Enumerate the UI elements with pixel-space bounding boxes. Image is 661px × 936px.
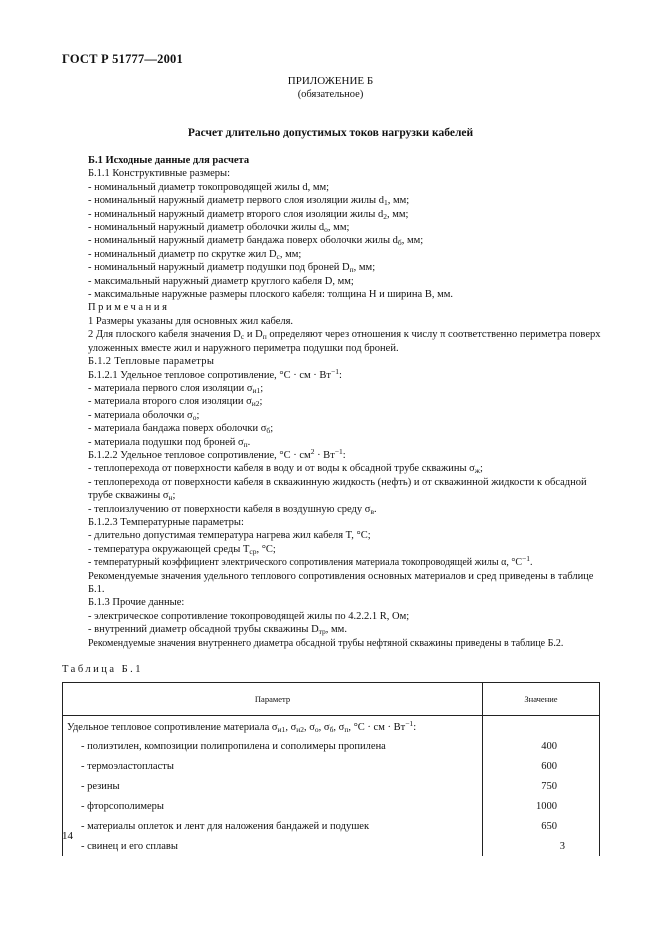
section-b12-heading: Б.1.2 Тепловые параметры — [88, 356, 215, 368]
table-row — [63, 756, 600, 776]
list-item: - электрическое сопротивление токопроводящей жилы по 4.2.2.1 R, Ом; — [88, 610, 410, 622]
list-item: - внутренний диаметр обсадной трубы скважины $D_{тр}$, мм. — [88, 624, 347, 637]
group-label: Удельное тепловое сопротивление материала $\sigma_{и1}$, $\sigma_{и2}$, $\sigma_о$, $\sigma_б$, $\sigma_п$, °С · см · $Вт^{-1}$: — [63, 716, 483, 737]
list-item: - материала подушки под броней $\sigma_п$. — [88, 436, 251, 449]
note-2: 2 Для плоского кабеля значения $D_c$ и $D_п$ определяют через отношения к числу π соответственно периметра поверх уложенных вместе жил и наружного периметра подушки под броней. — [88, 329, 601, 354]
section-b123-heading: Б.1.2.3 Температурные параметры: — [88, 516, 244, 528]
column-header-parameter: Параметр — [63, 683, 483, 716]
list-item: - материала оболочки $\sigma_о$; — [88, 409, 200, 422]
list-item: - длительно допустимая температура нагрева жил кабеля T, °С; — [88, 530, 371, 542]
row-value: 650 — [483, 816, 600, 836]
page-number: 14 — [62, 830, 73, 842]
row-label: - свинец и его сплавы — [63, 836, 483, 856]
appendix-subtitle: (обязательное) — [297, 89, 364, 100]
list-item: - номинальный диаметр по скрутке жил $D_c$, мм; — [88, 248, 302, 261]
row-value: 750 — [483, 776, 600, 796]
table-caption: Таблица Б.1 — [62, 664, 144, 675]
recommendation-text: Рекомендуемые значения удельного теплового сопротивления основных материалов и сред приведены в таблице Б.1. — [88, 570, 594, 595]
row-value: 400 — [483, 736, 600, 756]
section-b11-heading: Б.1.1 Конструктивные размеры: — [88, 168, 231, 180]
list-item: - температурный коэффициент электрического сопротивления материала токопроводящей жилы α, $^\circ С^{-1}$. — [88, 554, 533, 569]
column-header-value: Значение — [483, 683, 600, 716]
section-b1-heading: Б.1 Исходные данные для расчета — [88, 155, 250, 166]
list-item: - материала первого слоя изоляции $\sigma_{и1}$; — [88, 382, 264, 395]
table-row — [63, 816, 600, 836]
list-item: - номинальный диаметр токопроводящей жилы d, мм; — [88, 181, 330, 193]
list-item: - теплоизлучению от поверхности кабеля в воздушную среду $\sigma_в$. — [88, 503, 377, 516]
row-label: - полиэтилен, композиции полипропилена и сополимеры пропилена — [63, 736, 483, 756]
document-title: Расчет длительно допустимых токов нагрузки кабелей — [187, 127, 474, 139]
table-header-row — [63, 683, 600, 716]
row-label: - резины — [63, 776, 483, 796]
row-value: 1000 — [483, 796, 600, 816]
row-value: 3 — [483, 836, 600, 856]
list-item: - материала второго слоя изоляции $\sigma_{и2}$; — [88, 396, 263, 409]
note-1: 1 Размеры указаны для основных жил кабеля. — [88, 315, 294, 327]
list-item: - максимальные наружные размеры плоского кабеля: толщина H и ширина B, мм. — [88, 289, 454, 301]
table-row — [63, 836, 600, 856]
table-row — [63, 796, 600, 816]
list-item: - максимальный наружный диаметр круглого кабеля D, мм; — [88, 275, 354, 287]
list-item: - температура окружающей среды $T_{ср}$, °С; — [88, 543, 276, 556]
row-label: - материалы оплеток и лент для наложения бандажей и подушек — [63, 816, 483, 836]
body-text — [88, 154, 603, 650]
table-row — [63, 736, 600, 756]
list-item: - номинальный наружный диаметр второго слоя изоляции жилы $d_2$, мм; — [88, 208, 409, 221]
list-item: - номинальный наружный диаметр бандажа поверх оболочки жилы $d_б$, мм; — [88, 235, 424, 248]
row-label: - фторсополимеры — [63, 796, 483, 816]
table-b1 — [62, 682, 600, 856]
document-code: ГОСТ Р 51777—2001 — [62, 52, 183, 66]
notes-heading: Примечания — [88, 302, 170, 314]
section-b13-heading: Б.1.3 Прочие данные: — [88, 597, 185, 609]
row-value: 600 — [483, 756, 600, 776]
list-item: - теплоперехода от поверхности кабеля в скважинную жидкость (нефть) и от скважинной жидкости к обсадной трубе скважины $\sigma_н$; — [88, 476, 587, 503]
section-b122-heading: Б.1.2.2 Удельное тепловое сопротивление, $^\circ С \cdot см^2 \cdot Вт^{-1}$: — [88, 446, 346, 461]
table-group-row — [63, 716, 600, 737]
list-item: - теплоперехода от поверхности кабеля в воду и от воды к обсадной трубе скважины $\sigma_ж$; — [88, 463, 483, 476]
list-item: - материала бандажа поверх оболочки $\sigma_б$; — [88, 423, 274, 436]
table-row — [63, 776, 600, 796]
list-item: - номинальный наружный диаметр первого слоя изоляции жилы $d_1$, мм; — [88, 195, 410, 208]
recommendation-text: Рекомендуемые значения внутреннего диаметра обсадной трубы нефтяной скважины приведены в таблице Б.2. — [88, 637, 564, 649]
appendix-title: ПРИЛОЖЕНИЕ Б — [287, 75, 374, 87]
row-label: - термоэластопласты — [63, 756, 483, 776]
section-b121-heading: Б.1.2.1 Удельное тепловое сопротивление, °С · см · $Вт^{-1}$: — [88, 366, 342, 381]
list-item: - номинальный наружный диаметр оболочки жилы $d_o$, мм; — [88, 222, 350, 235]
list-item: - номинальный наружный диаметр подушки под броней $D_п$, мм; — [88, 262, 376, 275]
